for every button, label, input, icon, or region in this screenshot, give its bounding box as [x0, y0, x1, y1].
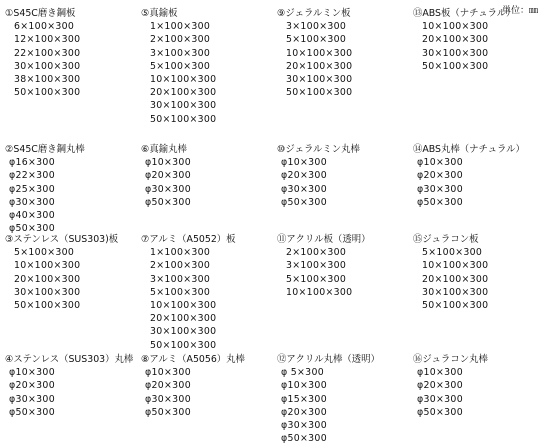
size-item: φ50×300 — [145, 406, 191, 418]
size-item: 10×100×300 — [150, 74, 217, 86]
size-item: 20×100×300 — [422, 34, 489, 46]
size-item: φ15×300 — [281, 393, 327, 405]
size-item: φ20×300 — [281, 406, 327, 418]
material-title: ④ステンレス（SUS303）丸棒 — [5, 354, 134, 365]
material-block — [413, 353, 488, 419]
material-block — [5, 7, 80, 99]
material-block — [141, 233, 236, 352]
size-item: 30×100×300 — [150, 100, 217, 112]
size-item: φ50×300 — [281, 433, 327, 445]
size-item: φ10×300 — [9, 367, 55, 379]
material-block — [277, 353, 380, 445]
material-title: ⑩ジェラルミン丸棒 — [277, 144, 360, 155]
size-item: φ30×300 — [9, 196, 55, 208]
size-item: 30×100×300 — [422, 286, 489, 298]
size-item: 1×100×300 — [150, 21, 211, 33]
size-item: φ30×300 — [145, 393, 191, 405]
size-item: 5×100×300 — [422, 247, 483, 259]
material-title: ⑬ABS板（ナチュラル） — [413, 8, 516, 19]
size-item: φ50×300 — [145, 196, 191, 208]
size-item: 2×100×300 — [286, 247, 347, 259]
size-item: 5×100×300 — [286, 273, 347, 285]
unit-label: 単位：㎜ — [501, 6, 538, 16]
size-item: 20×100×300 — [286, 60, 353, 72]
size-item: φ10×300 — [145, 367, 191, 379]
material-title: ⑤真鍮板 — [141, 8, 178, 19]
size-item: 3×100×300 — [286, 21, 347, 33]
size-item: 30×100×300 — [14, 286, 81, 298]
size-item: 30×100×300 — [150, 326, 217, 338]
material-title: ⑧アルミ（A5056）丸棒 — [141, 354, 245, 365]
size-item: 3×100×300 — [150, 273, 211, 285]
size-item: φ10×300 — [417, 367, 463, 379]
size-item: 20×100×300 — [150, 313, 217, 325]
size-item: φ50×300 — [417, 406, 463, 418]
material-title: ⑦アルミ（A5052）板 — [141, 234, 236, 245]
size-item: φ50×300 — [281, 196, 327, 208]
size-item: 5×100×300 — [286, 34, 347, 46]
size-item: 20×100×300 — [150, 87, 217, 99]
material-title: ⑭ABS丸棒（ナチュラル） — [413, 144, 525, 155]
size-item: 30×100×300 — [14, 60, 81, 72]
size-item: φ20×300 — [417, 380, 463, 392]
size-item: 5×100×300 — [14, 247, 75, 259]
size-item: φ30×300 — [417, 183, 463, 195]
size-item: φ10×300 — [281, 157, 327, 169]
material-title: ⑫アクリル丸棒（透明） — [277, 354, 380, 365]
size-item: 10×100×300 — [422, 260, 489, 272]
material-title: ①S45C磨き鋼板 — [5, 8, 76, 19]
size-item: 22×100×300 — [14, 47, 81, 59]
material-title: ⑥真鍮丸棒 — [141, 144, 187, 155]
material-block — [141, 143, 191, 209]
size-item: 50×100×300 — [422, 300, 489, 312]
size-item: 50×100×300 — [286, 87, 353, 99]
size-item: 30×100×300 — [286, 74, 353, 86]
size-item: φ20×300 — [281, 170, 327, 182]
size-item: 10×100×300 — [14, 260, 81, 272]
size-item: 2×100×300 — [150, 34, 211, 46]
size-item: φ20×300 — [145, 380, 191, 392]
material-block — [141, 7, 216, 126]
size-item: φ40×300 — [9, 210, 55, 222]
size-item: 12×100×300 — [14, 34, 81, 46]
material-title: ⑯ジュラコン丸棒 — [413, 354, 488, 365]
material-block — [141, 353, 245, 419]
size-item: φ 5×300 — [281, 367, 324, 379]
material-title: ⑨ジェラルミン板 — [277, 8, 351, 19]
size-item: 20×100×300 — [14, 273, 81, 285]
size-item: 50×100×300 — [422, 60, 489, 72]
size-item: φ30×300 — [145, 183, 191, 195]
material-block — [413, 7, 515, 73]
size-item: φ50×300 — [417, 196, 463, 208]
size-item: φ30×300 — [417, 393, 463, 405]
size-item: φ16×300 — [9, 157, 55, 169]
size-item: 2×100×300 — [150, 260, 211, 272]
material-block — [5, 233, 118, 312]
material-block — [5, 143, 85, 235]
size-item: φ25×300 — [9, 183, 55, 195]
material-title: ⑮ジュラコン板 — [413, 234, 479, 245]
material-block — [413, 143, 525, 209]
size-item: 50×100×300 — [14, 87, 81, 99]
material-block — [277, 233, 370, 299]
material-block — [277, 143, 360, 209]
size-item: φ30×300 — [281, 420, 327, 432]
size-item: φ22×300 — [9, 170, 55, 182]
size-item: 1×100×300 — [150, 247, 211, 259]
size-item: 3×100×300 — [286, 260, 347, 272]
size-item: 38×100×300 — [14, 74, 81, 86]
size-item: 50×100×300 — [14, 300, 81, 312]
size-item: 10×100×300 — [422, 21, 489, 33]
size-item: 10×100×300 — [286, 286, 353, 298]
material-title: ③ステンレス（SUS303)板 — [5, 234, 119, 245]
size-item: 50×100×300 — [150, 113, 217, 125]
size-item: 3×100×300 — [150, 47, 211, 59]
material-block — [413, 233, 488, 312]
size-item: 6×100×300 — [14, 21, 75, 33]
size-item: φ30×300 — [9, 393, 55, 405]
size-item: φ20×300 — [417, 170, 463, 182]
material-title: ⑪アクリル板（透明） — [277, 234, 371, 245]
size-item: φ30×300 — [281, 183, 327, 195]
material-block — [277, 7, 352, 99]
size-item: 5×100×300 — [150, 286, 211, 298]
size-item: 50×100×300 — [150, 339, 217, 351]
size-item: φ10×300 — [145, 157, 191, 169]
size-item: 10×100×300 — [150, 300, 217, 312]
size-item: 20×100×300 — [422, 273, 489, 285]
size-item: φ50×300 — [9, 406, 55, 418]
material-title: ②S45C磨き鋼丸棒 — [5, 144, 85, 155]
size-item: 30×100×300 — [422, 47, 489, 59]
size-item: φ20×300 — [9, 380, 55, 392]
size-item: φ20×300 — [145, 170, 191, 182]
size-item: 10×100×300 — [286, 47, 353, 59]
material-block — [5, 353, 133, 419]
size-item: φ50×300 — [9, 223, 55, 235]
size-item: φ10×300 — [281, 380, 327, 392]
size-item: φ10×300 — [417, 157, 463, 169]
size-item: 5×100×300 — [150, 60, 211, 72]
